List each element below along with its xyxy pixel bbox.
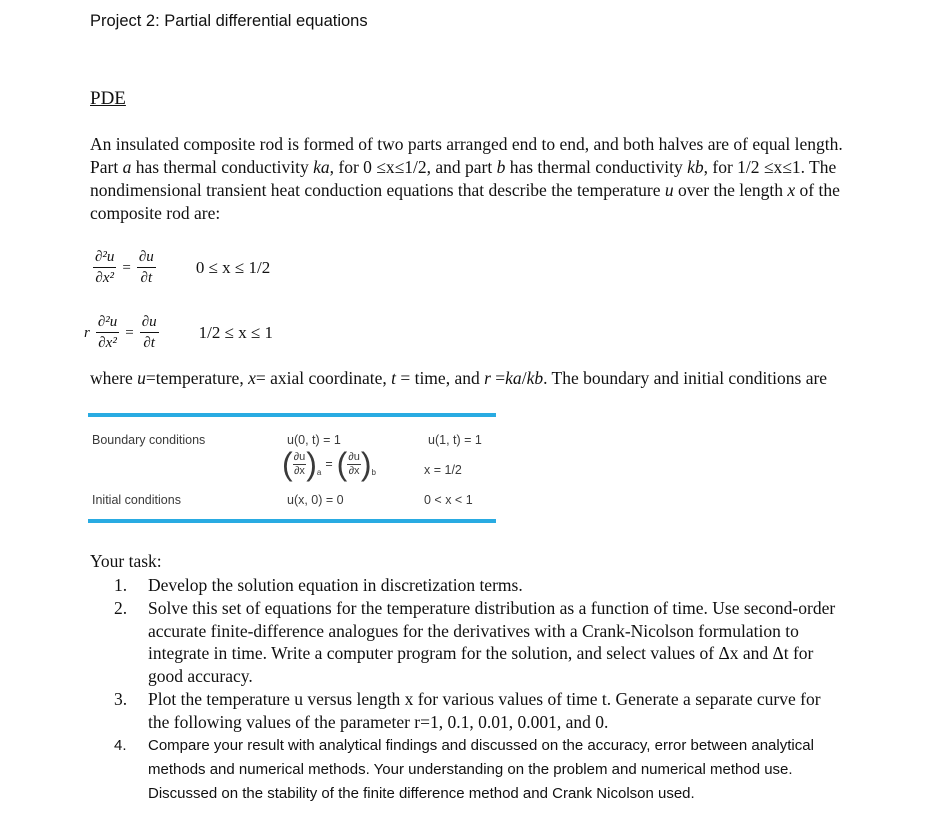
- interface-flux-condition: ( $\frac{\partial u}{\partial x}$ ) a = ( $\frac{\partial u}{\partial x}$ ) b: [282, 446, 376, 482]
- domain-range: 1/2 ≤ x ≤ 1: [198, 323, 274, 342]
- task-text: Compare your result with analytical findings and discussed on the accuracy, error between analytical methods and numerical methods. Your understanding on the problem and numerical method use. Discussed on the stability of the finite difference method and Crank Nicolson used.: [148, 737, 814, 802]
- time-derivative-fraction: $\frac{\partial u}{\partial t}$: [138, 249, 154, 286]
- task-number: 2.: [114, 598, 128, 618]
- initial-condition-range: 0 < x < 1: [424, 493, 473, 507]
- task-text: Plot the temperature u versus length x for various values of time t. Generate a separate curve for the following values of the parameter r=1, 0.1, 0.01, 0.001, and 0.: [148, 689, 821, 732]
- table-top-rule: [88, 413, 496, 417]
- task-text: Solve this set of equations for the temperature distribution as a function of time. Use second-order accurate finite-difference analogues for the derivatives with a Crank-Nicolson formulation to integrate in time. Write a computer program for the solution, and select values of Δx and Δt for good accuracy.: [148, 598, 836, 686]
- second-derivative-fraction: $\frac{\text{∂²u}}{\text{∂x²}}$: [95, 249, 115, 286]
- initial-condition-value: u(x, 0) = 0: [287, 493, 344, 507]
- conductivity-ratio: r: [84, 324, 90, 341]
- task-number: 1.: [114, 575, 128, 595]
- initial-conditions-label: Initial conditions: [92, 493, 181, 507]
- time-derivative-fraction: $\frac{\partial u}{\partial t}$: [141, 314, 157, 351]
- task-item: [114, 734, 844, 806]
- task-text: Develop the solution equation in discretization terms.: [148, 575, 523, 595]
- table-bottom-rule: [88, 519, 496, 523]
- task-item: [114, 688, 844, 733]
- boundary-conditions-label: Boundary conditions: [92, 433, 206, 447]
- second-derivative-fraction: $\frac{\text{∂²u}}{\text{∂x²}}$: [97, 314, 118, 351]
- heat-equation-part-b: r $\frac{\text{∂²u}}{\text{∂x²}}$ = $\frac{\partial u}{\partial t}$ 1/2 ≤ x ≤ 1: [84, 314, 274, 351]
- interface-location: x = 1/2: [424, 463, 462, 477]
- domain-range: 0 ≤ x ≤ 1/2: [195, 258, 271, 277]
- task-heading: Your task:: [90, 551, 162, 571]
- boundary-condition-left: u(0, t) = 1: [287, 433, 341, 447]
- task-number: 4.: [114, 737, 127, 754]
- section-heading: PDE: [90, 88, 126, 109]
- variable-definitions: where u=temperature, x= axial coordinate, t = time, and r =ka/kb. The boundary and initial conditions are: [90, 368, 828, 388]
- heat-equation-part-a: $\frac{\text{∂²u}}{\text{∂x²}}$ = $\frac{\partial u}{\partial t}$ 0 ≤ x ≤ 1/2: [95, 249, 271, 286]
- project-title: Project 2: Partial differential equations: [90, 12, 368, 30]
- boundary-condition-right: u(1, t) = 1: [428, 433, 482, 447]
- task-item: [114, 574, 844, 597]
- task-number: 3.: [114, 689, 128, 709]
- task-item: [114, 597, 844, 687]
- intro-paragraph: An insulated composite rod is formed of two parts arranged end to end, and both halves are of equal length. Part a has thermal conductivity ka, for 0 ≤x≤1/2, and part b has thermal conductivity kb, for 1/2 ≤x≤1. The nondimensional transient heat conduction equations that describe the temperature u over the length x of the composite rod are:: [90, 134, 843, 223]
